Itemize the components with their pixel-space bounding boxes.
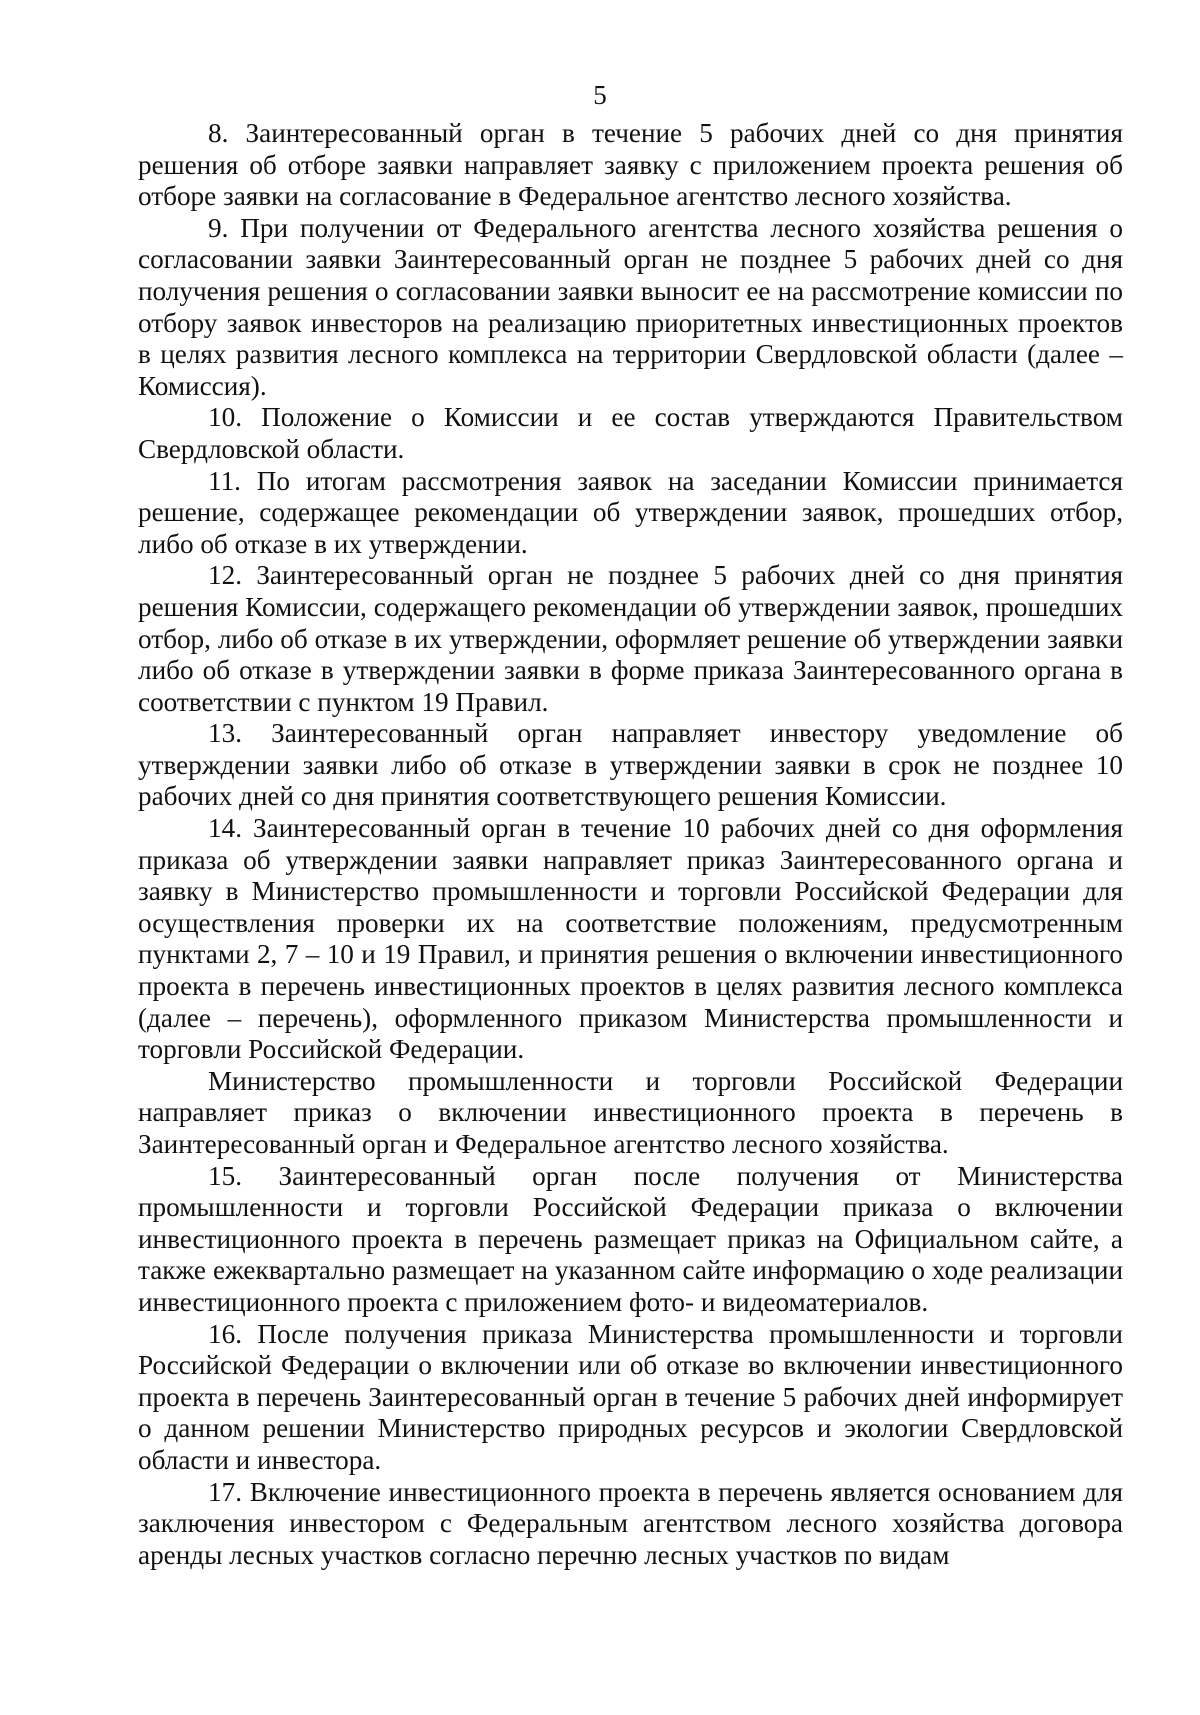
paragraph-17: 17. Включение инвестиционного проекта в перечень является основанием для заключения инвестором с Федеральным агентством лесного хозяйства договора аренды лесных участков согласно перечню лесных участков по видам [138,1476,1123,1570]
paragraph-14: 14. Заинтересованный орган в течение 10 рабочих дней со дня оформления приказа об утверждении заявки направляет приказ Заинтересованного органа и заявку в Министерство промышленности и торговли Российской Федерации для осуществления проверки их на соответствие положениям, предусмотренным пунктами 2, 7 – 10 и 19 Правил, и принятия решения о включении инвестиционного проекта в перечень инвестиционных проектов в целях развития лесного комплекса (далее – перечень), оформленного приказом Министерства промышленности и торговли Российской Федерации. [138,813,1123,1065]
page-number: 5 [593,80,607,110]
paragraph-8: 8. Заинтересованный орган в течение 5 рабочих дней со дня принятия решения об отборе заявки направляет заявку с приложением проекта решения об отборе заявки на согласование в Федеральное агентство лесного хозяйства. [138,118,1123,212]
paragraph-15: 15. Заинтересованный орган после получения от Министерства промышленности и торговли Российской Федерации приказа о включении инвестиционного проекта в перечень размещает приказ на Официальном сайте, а также ежеквартально размещает на указанном сайте информацию о ходе реализации инвестиционного проекта с приложением фото- и видеоматериалов. [138,1160,1123,1317]
paragraph-12: 12. Заинтересованный орган не позднее 5 рабочих дней со дня принятия решения Комиссии, содержащего рекомендации об утверждении заявок, прошедших отбор, либо об отказе в их утверждении, оформляет решение об утверждении заявки либо об отказе в утверждении заявки в форме приказа Заинтересованного органа в соответствии с пунктом 19 Правил. [138,560,1123,717]
paragraph-13: 13. Заинтересованный орган направляет инвестору уведомление об утверждении заявки либо об отказе в утверждении заявки в срок не позднее 10 рабочих дней со дня принятия соответствующего решения Комиссии. [138,718,1123,812]
paragraph-10: 10. Положение о Комиссии и ее состав утверждаются Правительством Свердловской области. [138,402,1123,464]
paragraph-11: 11. По итогам рассмотрения заявок на заседании Комиссии принимается решение, содержащее рекомендации об утверждении заявок, прошедших отбор, либо об отказе в их утверждении. [138,465,1123,559]
paragraph-9: 9. При получении от Федерального агентства лесного хозяйства решения о согласовании заявки Заинтересованный орган не позднее 5 рабочих дней со дня получения решения о согласовании заявки выносит ее на рассмотрение комиссии по отбору заявок инвесторов на реализацию приоритетных инвестиционных проектов в целях развития лесного комплекса на территории Свердловской области (далее – Комиссия). [138,212,1123,401]
paragraph-14-continuation: Министерство промышленности и торговли Российской Федерации направляет приказ о включении инвестиционного проекта в перечень в Заинтересованный орган и Федеральное агентство лесного хозяйства. [138,1065,1123,1159]
paragraph-16: 16. После получения приказа Министерства промышленности и торговли Российской Федерации о включении или об отказе во включении инвестиционного проекта в перечень Заинтересованный орган в течение 5 рабочих дней информирует о данном решении Министерство природных ресурсов и экологии Свердловской области и инвестора. [138,1318,1123,1475]
document-body [138,118,1123,1571]
